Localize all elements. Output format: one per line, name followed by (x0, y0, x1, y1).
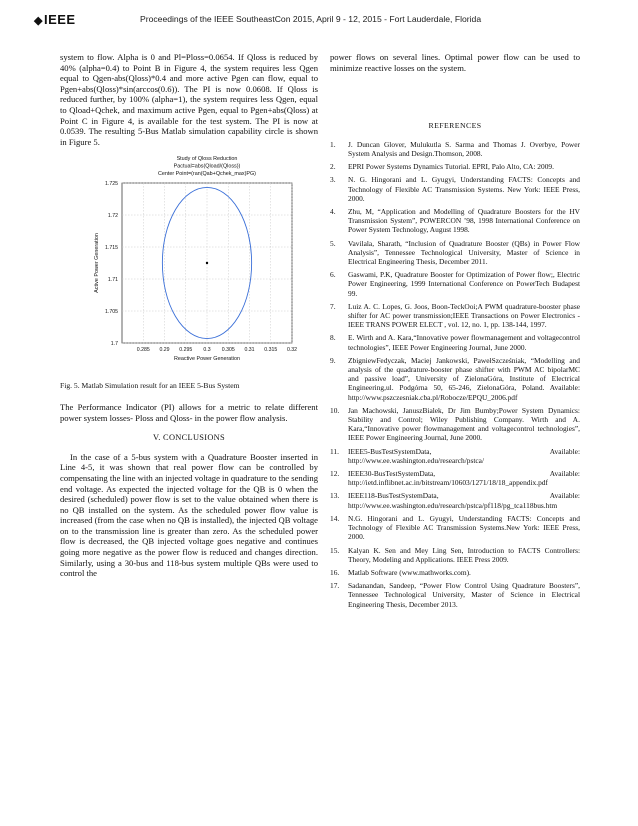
reference-item (330, 239, 580, 267)
chart-title-line: Study of Qloss Reduction (176, 156, 238, 163)
reference-text: J. Duncan Glover, Mulukutla S. Sarma and Thomas J. Overbye, Power System Analysis and Design.Thomson, 2008. (348, 139, 580, 158)
reference-number: 17. (330, 581, 340, 591)
chart-title-line: Center Point=(ran(Qab+Qchek_max)PG) (158, 171, 256, 178)
reference-number: 1. (330, 139, 336, 149)
figure-5 (60, 153, 318, 375)
y-tick-label: 1.7 (110, 341, 118, 348)
reference-text: Zhu, M, “Application and Modelling of Quadrature Boosters for the HV Transmission System”, POWERCON ’98, 1998 International Conference on Power System Technology, August 1998. (348, 207, 580, 235)
reference-number: 16. (330, 567, 340, 577)
reference-text: Jan Machowski, JanuszBialek, Dr Jim Bumby;Power System Dynamics: Stability and Control; Wiley Publishing Company. Wirth and A. Kara,“Innovative power flowmanagement and voltagecontrol technologies”, IEEE Power Engineering Journal, June 2000. (348, 405, 580, 443)
reference-text: IEEE118-BusTestSystemData, Available: http://www.ee.washington.edu/research/pstca/pf118/pg_tca118bus.htm (348, 491, 580, 510)
reference-number: 8. (330, 333, 336, 343)
left-paragraph-3: In the case of a 5-bus system with a Quadrature Booster inserted in Line 4-5, it was shown that real power flow can be controlled by compensating the line with an injected voltage in quadrature to the sending end voltage. As expected the injected voltage for the QB is 0 when the desired (scheduled) power flow is set to the value obtained when there is no QB installed on the system. As the scheduled power flow value is increased (from the case when no QB is installed), the injected QB voltage on to the transmission line is greater than zero. As the scheduled power flow is decreased, the QB injected voltage goes negative and continues going more negative as the power flow is reduced and changes direction. Similarly, using a 30-bus and 118-bus system multiple QBs were used to control the (60, 451, 318, 579)
right-column (330, 52, 580, 613)
reference-number: 7. (330, 301, 336, 311)
reference-item (330, 207, 580, 235)
reference-item (330, 406, 580, 443)
reference-text: Vavilala, Sharath, “Inclusion of Quadrature Booster (QBs) in Power Flow Analysis”, Tennessee Technological University, Master of Science in Electrical Engineering Thesis, December 2011. (348, 238, 580, 267)
ieee-logo (34, 12, 76, 27)
reference-number: 5. (330, 238, 336, 248)
left-paragraph-2: The Performance Indicator (PI) allows for a metric to relate different power system losses- Ploss and Qloss- in the power flow analysis. (60, 401, 318, 423)
reference-item (330, 514, 580, 542)
y-tick-label: 1.715 (105, 245, 118, 252)
x-tick-label: 0.295 (179, 347, 193, 354)
reference-item (330, 581, 580, 609)
capability-chart (60, 153, 318, 375)
reference-number: 12. (330, 469, 340, 479)
left-paragraph-1: system to flow. Alpha is 0 and Pl=Ploss=0.0654. If Qloss is reduced by 40% (alpha=0.4) to Point B in Figure 4, the system requires less Qgen equal to Qgen-abs(Qloss)*0.4 and more active Pgen can flow, equal to Pgen+abs(Qloss)*sin(arccos(0.6)). The PI is now 0.0608. If Qloss is reduced further, by 100% (alpha=1), the system requires less Qgen, equal to Qload+Qchek, and maximum active Pgen, equal to Pgen+abs(Qloss) at Point C in Figure 4, is available for the test system. The PI is now at 0.0539. The resulting 5-Bus Matlab simulation capability circle is shown in Figure 5. (60, 52, 318, 147)
logo-text: IEEE (43, 12, 76, 27)
reference-item (330, 302, 580, 330)
reference-text: Luiz A. C. Lopes, G. Joos, Boon-TeckOoi;A PWM quadrature-booster phase shifter for AC power transmission;IEEE Transactions on Power Electronics - IEEE TRANS POWER ELECT , vol. 12, no. 1, pp. 138-144, 1997. (348, 301, 580, 330)
reference-text: IEEE5-BusTestSystemData, Available: http://www.ee.washington.edu/research/pstca/ (348, 446, 580, 465)
reference-text: N.G. Hingorani and L. Gyugyi, Understanding FACTS: Concepts and Technology of Flexible AC Transmission Systems.New York: IEEE Press, 2000. (348, 513, 580, 542)
x-tick-label: 0.32 (286, 347, 298, 354)
y-tick-label: 1.72 (107, 213, 118, 220)
reference-number: 13. (330, 491, 340, 501)
reference-text: IEEE30-BusTestSystemData, Available: http://ietd.inflibnet.ac.in/bitstream/10603/1271/18/18_appendix.pdf (348, 469, 580, 488)
left-column (60, 52, 318, 579)
y-tick-label: 1.725 (105, 181, 118, 188)
x-tick-label: 0.3 (203, 347, 211, 354)
y-axis-label: Active Power Generation (94, 233, 100, 294)
reference-number: 2. (330, 162, 336, 172)
reference-item (330, 356, 580, 402)
reference-text: EPRI Power Systems Dynamics Tutorial. EPRI, Palo Alto, CA: 2009. (348, 162, 554, 172)
reference-text: ZbigniewFedyczak, Maciej Jankowski, PawełSzcześniak, “Modelling and analysis of the quadrature-booster phase shifter with PWM AC bipolarMC and passive load”, University of ZielonaGóra, Institute of Electrical Engineering,ul. Podgórna 50, 65-246, ZielonaGóra, Poland. Available: http://www.pszczesniak.cba.pl/Robocze/EPQU_2006.pdf (348, 355, 580, 402)
x-tick-label: 0.315 (264, 347, 278, 354)
y-tick-label: 1.71 (107, 277, 118, 284)
reference-item (330, 491, 580, 509)
reference-number: 3. (330, 175, 336, 185)
reference-item (330, 469, 580, 487)
right-paragraph-1: power flows on several lines. Optimal power flow can be used to minimize reactive losses on the system. (330, 52, 580, 73)
proceedings-header: Proceedings of the IEEE SoutheastCon 2015, April 9 - 12, 2015 - Fort Lauderdale, Florida (140, 14, 482, 24)
x-tick-label: 0.285 (136, 347, 150, 354)
reference-number: 4. (330, 207, 336, 216)
reference-item (330, 270, 580, 298)
reference-number: 6. (330, 270, 336, 280)
reference-item (330, 447, 580, 465)
reference-item (330, 333, 580, 351)
reference-number: 11. (330, 446, 339, 456)
x-tick-label: 0.29 (159, 347, 170, 354)
x-axis-label: Reactive Power Generation (174, 356, 240, 363)
section-title-conclusions: V. CONCLUSIONS (153, 433, 225, 443)
reference-item (330, 546, 580, 564)
reference-item (330, 175, 580, 203)
reference-number: 14. (330, 513, 340, 523)
figure-caption: Fig. 5. Matlab Simulation result for an IEEE 5-Bus System (60, 381, 240, 391)
chart-title-line: Pactual=abs(Qload/(Qloss)) (173, 163, 241, 170)
reference-item (330, 568, 580, 577)
page-header (0, 12, 638, 30)
references-title: REFERENCES (428, 121, 482, 131)
reference-number: 10. (330, 405, 340, 415)
reference-number: 15. (330, 545, 340, 555)
reference-text: Matlab Software (www.mathworks.com). (348, 567, 471, 577)
reference-number: 9. (330, 355, 336, 365)
x-tick-label: 0.305 (221, 347, 235, 354)
y-tick-label: 1.705 (105, 309, 118, 316)
reference-item (330, 162, 580, 171)
reference-list (330, 140, 580, 609)
x-tick-label: 0.31 (244, 347, 255, 354)
reference-item (330, 140, 580, 158)
ieee-diamond-icon: ◆ (34, 15, 43, 27)
reference-text: Gaswami, P.K, Quadrature Booster for Optimization of Power flow;, Electric Power Engineering, 1999 International Conference on PowerTech Budapest 99. (348, 270, 580, 298)
reference-text: Kalyan K. Sen and Mey Ling Sen, Introduction to FACTS Controllers: Theory, Modeling and Applications. IEEE Press 2009. (348, 545, 580, 564)
center-point (206, 262, 208, 264)
reference-text: Sadanandan, Sandeep, “Power Flow Control Using Quadrature Boosters”, Tennessee Technological University, Master of Science in Electrical Engineering Thesis, December 2013. (348, 581, 580, 609)
reference-text: E. Wirth and A. Kara,“Innovative power flowmanagement and voltagecontrol technologies”, IEEE Power Engineering Journal, June 2000. (348, 333, 580, 352)
reference-text: N. G. Hingorani and L. Gyugyi, Understanding FACTS: Concepts and Technology of Flexible AC Transmission Systems. New York: IEEE Press, 2000. (348, 175, 580, 203)
